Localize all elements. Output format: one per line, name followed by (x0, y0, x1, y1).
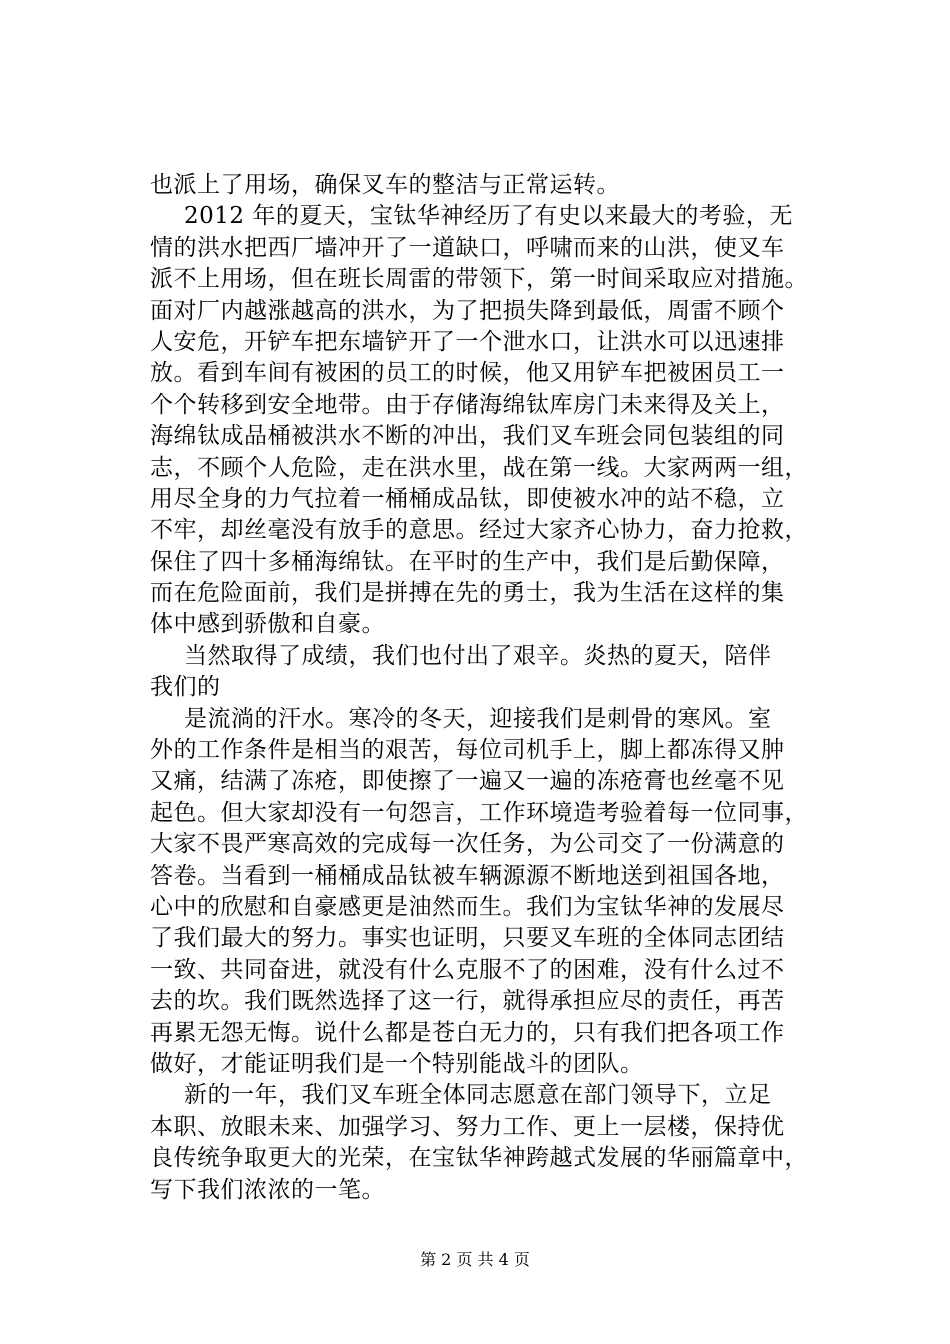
text-line: 情的洪水把西厂墙冲开了一道缺口，呼啸而来的山洪，使叉车 (150, 234, 785, 261)
paragraph-start-line: 2012 年的夏天，宝钛华神经历了有史以来最大的考验，无 (184, 203, 793, 230)
text-line: 一致、共同奋进，就没有什么克服不了的困难，没有什么过不 (150, 956, 785, 983)
text-line: 答卷。当看到一桶桶成品钛被车辆源源不断地送到祖国各地， (150, 862, 785, 889)
text-line: 而在危险面前，我们是拼搏在先的勇士，我为生活在这样的集 (150, 580, 785, 607)
text-line: 再累无怨无悔。说什么都是苍白无力的，只有我们把各项工作 (150, 1019, 785, 1046)
text-line: 不牢，却丝毫没有放手的意思。经过大家齐心协力，奋力抢救， (150, 517, 808, 544)
text-line: 大家不畏严寒高效的完成每一次任务，为公司交了一份满意的 (150, 831, 785, 858)
text-line: 做好，才能证明我们是一个特别能战斗的团队。 (150, 1050, 644, 1077)
text-line: 也派上了用场，确保叉车的整洁与正常运转。 (150, 172, 620, 198)
text-line: 人安危，开铲车把东墙铲开了一个泄水口，让洪水可以迅速排 (150, 328, 785, 355)
text-line: 派不上用场，但在班长周雷的带领下，第一时间采取应对措施。 (150, 266, 808, 293)
paragraph-start-line: 是流淌的汗水。寒冷的冬天，迎接我们是刺骨的寒风。室 (184, 705, 772, 732)
text-line: 我们的 (150, 674, 221, 701)
text-line: 保住了四十多桶海绵钛。在平时的生产中，我们是后勤保障， (150, 548, 785, 575)
page-number-footer: 第 2 页 共 4 页 (420, 1250, 530, 1269)
body-text (150, 170, 850, 1206)
text-line: 放。看到车间有被困的员工的时候，他又用铲车把被困员工一 (150, 360, 785, 387)
text-line: 志，不顾个人危险，走在洪水里，战在第一线。大家两两一组， (150, 454, 808, 481)
text-line: 面对厂内越涨越高的洪水，为了把损失降到最低，周雷不顾个 (150, 297, 785, 324)
text-line: 写下我们浓浓的一笔。 (150, 1176, 385, 1203)
text-line: 良传统争取更大的光荣，在宝钛华神跨越式发展的华丽篇章中， (150, 1145, 808, 1172)
text-line: 体中感到骄傲和自豪。 (150, 611, 385, 638)
text-line: 用尽全身的力气拉着一桶桶成品钛，即使被水冲的站不稳，立 (150, 485, 785, 512)
text-line: 心中的欣慰和自豪感更是油然而生。我们为宝钛华神的发展尽 (150, 893, 785, 920)
text-line: 本职、放眼未来、加强学习、努力工作、更上一层楼，保持优 (150, 1113, 785, 1140)
text-line: 去的坎。我们既然选择了这一行，就得承担应尽的责任，再苦 (150, 988, 785, 1015)
text-line: 又痛，结满了冻疮，即使擦了一遍又一遍的冻疮膏也丝毫不见 (150, 768, 785, 795)
paragraph-start-line: 当然取得了成绩，我们也付出了艰辛。炎热的夏天，陪伴 (184, 642, 772, 669)
text-line: 了我们最大的努力。事实也证明，只要叉车班的全体同志团结 (150, 925, 785, 952)
paragraph-start-line: 新的一年，我们叉车班全体同志愿意在部门领导下，立足 (184, 1082, 772, 1109)
text-line: 个个转移到安全地带。由于存储海绵钛库房门未来得及关上， (150, 391, 785, 418)
text-line: 海绵钛成品桶被洪水不断的冲出，我们叉车班会同包装组的同 (150, 423, 785, 450)
text-line: 外的工作条件是相当的艰苦，每位司机手上，脚上都冻得又肿 (150, 737, 785, 764)
text-line: 起色。但大家却没有一句怨言，工作环境造考验着每一位同事， (150, 799, 808, 826)
